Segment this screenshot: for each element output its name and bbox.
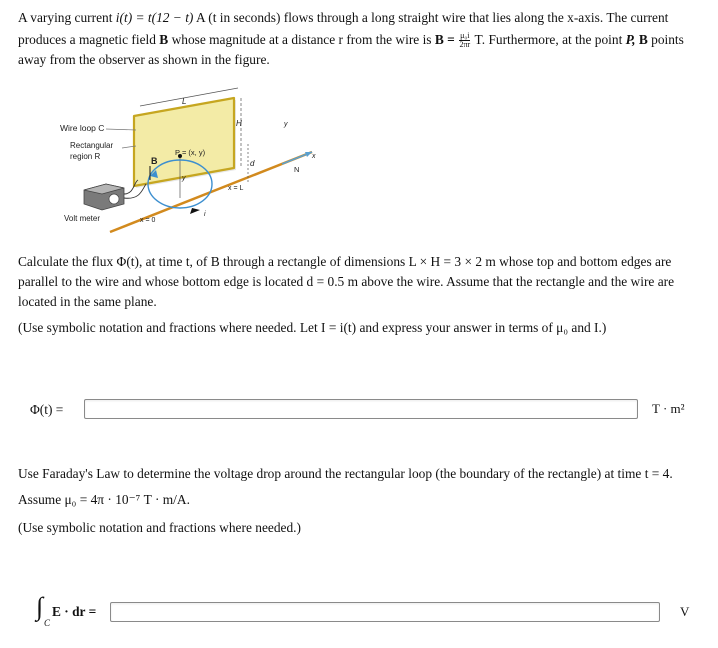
integral-symbol: ∫	[36, 592, 44, 621]
voltmeter-dial	[109, 194, 119, 204]
voltage-input[interactable]	[110, 602, 660, 622]
voltage-unit: V	[680, 604, 690, 619]
q2-note: (Use symbolic notation and fractions where needed.)	[18, 520, 301, 535]
label-N: N	[294, 165, 300, 174]
field-fraction	[459, 32, 470, 49]
label-y-axis: y	[284, 121, 288, 128]
q1-line-2: parallel to the wire and whose bottom edge is located d = 0.5 m above the wire. Assume that the rectangle and the wire are	[18, 274, 675, 289]
intro-text: whose magnitude at a distance r from the wire is	[168, 32, 435, 47]
label-H: H	[236, 119, 242, 128]
field-equation: B =	[434, 32, 455, 47]
field-symbol: B	[638, 32, 648, 47]
label-wire-loop: Wire loop C	[60, 123, 105, 133]
label-x-axis: x	[312, 153, 316, 160]
intro-line-1	[18, 8, 708, 28]
intro-text: T. Furthermore, at the point	[471, 32, 626, 47]
fraction-denominator: 2πr	[459, 40, 471, 50]
intro-text: points	[647, 32, 684, 47]
label-rect-region-2: region R	[70, 152, 101, 161]
intro-line-3: away from the observer as shown in the figure.	[18, 52, 270, 67]
field-symbol: B	[159, 32, 169, 47]
intro-text: A (t in seconds) flows through a long straight wire that lies along the x-axis. The current	[193, 10, 669, 25]
q2-line-1: Use Faraday's Law to determine the voltage drop around the rectangular loop (the boundary of the rectangle) at time t = 4.	[18, 466, 673, 481]
fraction-numerator: μ₀i	[460, 31, 470, 41]
label-voltmeter: Volt meter	[64, 214, 101, 223]
voltage-label: E · dr =	[52, 604, 97, 619]
label-x0: x = 0	[140, 217, 156, 224]
intro-line-2	[18, 30, 708, 50]
voltage-answer-row	[0, 592, 718, 634]
q2-line-2: Assume μ₀ = 4π · 10⁻⁷ T · m/A.	[18, 492, 190, 507]
flux-label: Φ(t) =	[30, 402, 64, 417]
current-arrow	[190, 208, 200, 214]
label-xL: x = L	[228, 185, 244, 192]
intro-text: A varying current	[18, 10, 116, 25]
label-B: B	[151, 156, 158, 166]
q1-line-3: located in the same plane.	[18, 294, 157, 309]
flux-unit: T · m²	[652, 401, 685, 416]
intro-text: produces a magnetic field	[18, 32, 160, 47]
loop-figure	[50, 84, 350, 234]
point-symbol: P,	[625, 32, 636, 47]
label-i: i	[204, 211, 206, 218]
label-L: L	[182, 97, 187, 106]
x-axis-arrowhead	[305, 152, 312, 157]
label-P: P = (x, y)	[175, 148, 206, 157]
q1-line-1: Calculate the flux Φ(t), at time t, of B through a rectangle of dimensions L × H = 3 × 2 m whose top and bottom edges are	[18, 254, 672, 269]
leader-loop	[106, 129, 136, 130]
current-expression: i(t) = t(12 − t)	[115, 10, 194, 25]
label-y: y	[182, 175, 186, 182]
label-d: d	[250, 159, 255, 168]
q1-note: (Use symbolic notation and fractions where needed. Let I = i(t) and express your answer in terms of μ₀ and I.)	[18, 320, 607, 335]
label-rect-region-1: Rectangular	[70, 141, 114, 150]
integral-subscript: C	[44, 618, 51, 628]
voltmeter-lead	[124, 180, 138, 194]
flux-input[interactable]	[84, 399, 638, 419]
flux-answer-row	[0, 398, 718, 422]
